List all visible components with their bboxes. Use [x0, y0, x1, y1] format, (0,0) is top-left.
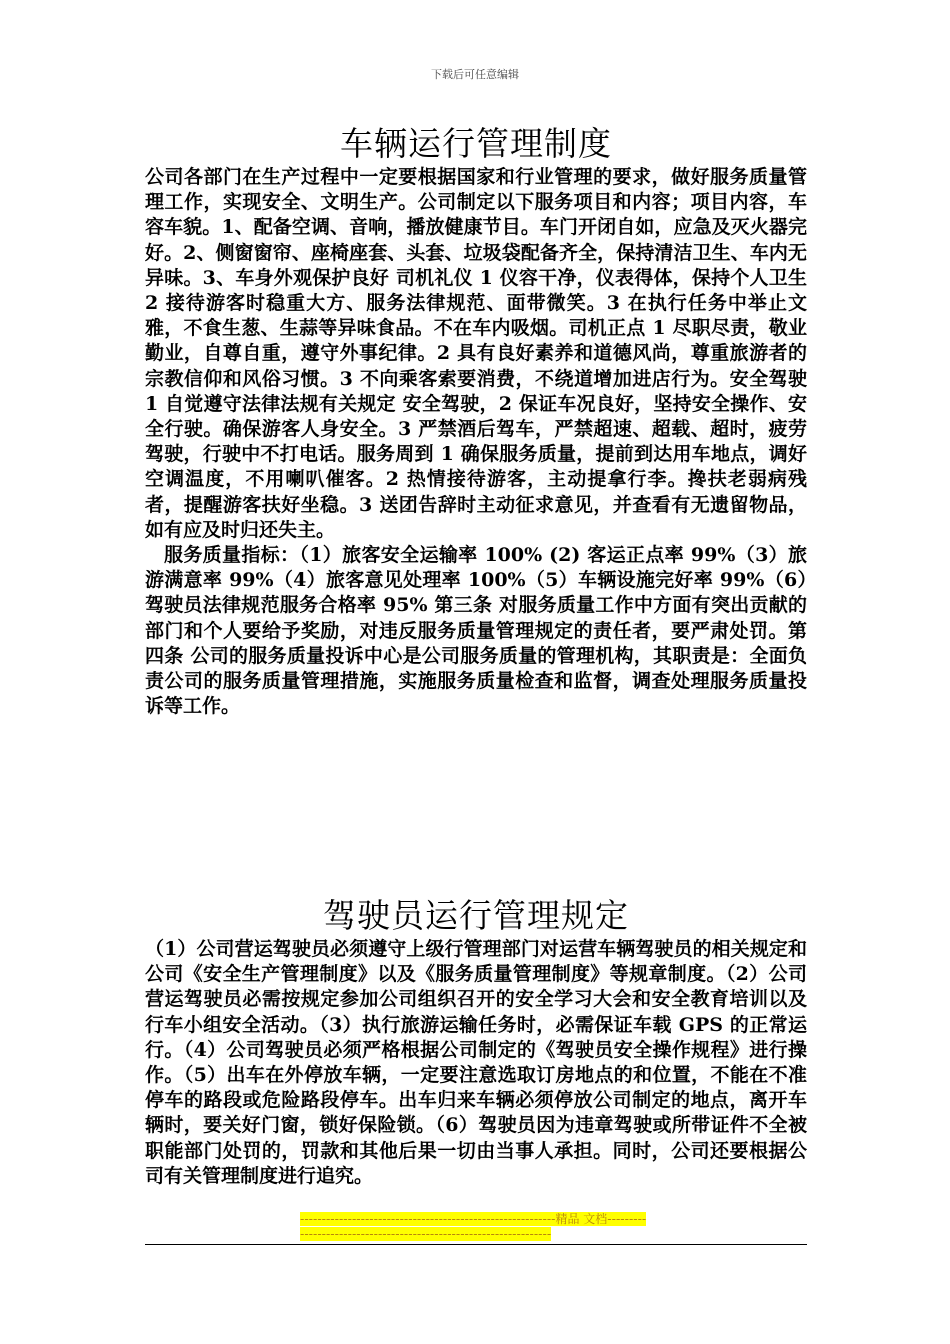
- footer-divider: [145, 1244, 807, 1245]
- section1-paragraph-1: 公司各部门在生产过程中一定要根据国家和行业管理的要求，做好服务质量管理工作，实现安全、文明生产。公司制定以下服务项目和内容；项目内容，车容车貌。1、配备空调、音响，播放健康节目。车门开闭自如，应急及灭火器完好。2、侧窗窗帘、座椅座套、头套、垃圾袋配备齐全，保持清洁卫生、车内无异味。3、车身外观保护良好 司机礼仪 1 仪容干净，仪表得体，保持个人卫生 2 接待游客时稳重大方、服务法律规范、面带微笑。3 在执行任务中举止文雅，不食生葱、生蒜等异味食品。不在车内吸烟。司机正点 1 尽职尽责，敬业勤业，自尊自重，遵守外事纪律。2 具有良好素养和道德风尚，尊重旅游者的宗教信仰和风俗习惯。3 不向乘客索要消费，不绕道增加进店行为。安全驾驶 1 自觉遵守法律法规有关规定 安全驾驶，2 保证车况良好，坚持安全操作、安全行驶。确保游客人身安全。3 严禁酒后驾车，严禁超速、超载、超时，疲劳驾驶，行驶中不打电话。服务周到 1 确保服务质量，提前到达用车地点，调好空调温度，不用喇叭催客。2 热情接待游客，主动提拿行李。搀扶老弱病残者，提醒游客扶好坐稳。3 送团告辞时主动征求意见，并查看有无遗留物品，如有应及时归还失主。: [145, 166, 807, 541]
- footer-watermark: [300, 1212, 650, 1242]
- section2-paragraph-1: （1）公司营运驾驶员必须遵守上级行管理部门对运营车辆驾驶员的相关规定和公司《安全生产管理制度》以及《服务质量管理制度》等规章制度。（2）公司营运驾驶员必需按规定参加公司组织召开的安全学习大会和安全教育培训以及行车小组安全活动。（3）执行旅游运输任务时，必需保证车载 GPS 的正常运行。（4）公司驾驶员必须严格根据公司制定的《驾驶员安全操作规程》进行操作。（5）出车在外停放车辆，一定要注意选取订房地点的和位置，不能在不准停车的路段或危险路段停车。出车归来车辆必须停放公司制定的地点，离开车辆时，要关好门窗，锁好保险锁。（6）驾驶员因为违章驾驶或所带证件不全被职能部门处罚的，罚款和其他后果一切由当事人承担。同时，公司还要根据公司有关管理制度进行追究。: [145, 938, 807, 1187]
- section1-paragraph-2: 服务质量指标：（1）旅客安全运输率 100% (2) 客运正点率 99%（3）旅游满意率 99%（4）旅客意见处理率 100%（5）车辆设施完好率 99%（6）驾驶员法律规范服务合格率 95% 第三条 对服务质量工作中方面有突出贡献的部门和个人要给予奖励，对违反服务质量管理规定的责任者，要严肃处罚。第四条 公司的服务质量投诉中心是公司服务质量的管理机构，其职责是：全面负责公司的服务质量管理措施，实施服务质量检查和监督，调查处理服务质量投诉等工作。: [145, 544, 807, 718]
- section1-title: 车辆运行管理制度: [340, 124, 612, 163]
- footer-watermark-text: -----------------------------------------------------------精品 文档-------------------------------------------------------------------: [300, 1212, 647, 1241]
- section2-body: [145, 937, 807, 1189]
- section1-body: [145, 165, 807, 719]
- header-note: 下载后可任意编辑: [431, 68, 519, 81]
- section2-title: 驾驶员运行管理规定: [323, 896, 629, 935]
